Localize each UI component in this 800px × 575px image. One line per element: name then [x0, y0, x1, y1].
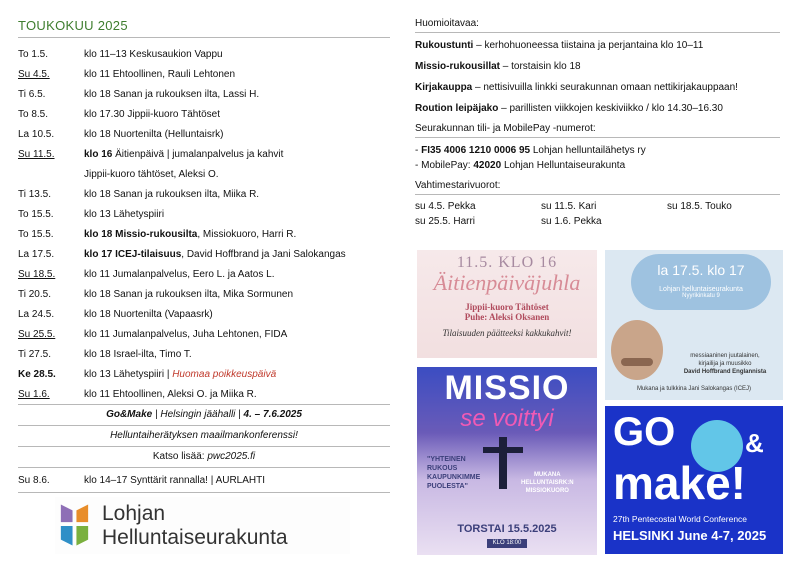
schedule-text: klo 18 Nuortenilta (Helluntaisrk) [84, 128, 224, 140]
schedule-text: klo 18 Sanan ja rukouksen ilta, Lassi H. [84, 88, 260, 100]
schedule-row [18, 384, 390, 404]
notes-list [415, 39, 780, 115]
note-line: Kirjakauppa – nettisivuilla linkki seurakunnan omaan nettikirjakauppaan! [415, 82, 738, 93]
schedule-date: Su 18.5. [18, 268, 56, 280]
note-line: Rukoustunti – kerhohuoneessa tiistaina ja perjantaina klo 10–11 [415, 40, 704, 51]
schedule-text: klo 17 ICEJ-tilaisuus, David Hoffbrand ja Jani Salokangas [84, 248, 346, 260]
note-line: Missio-rukousillat – torstaisin klo 18 [415, 61, 581, 72]
poster3-quote-1: "YHTEINEN [427, 456, 466, 463]
poster4-conference: 27th Pentecostal World Conference [613, 514, 748, 524]
poster3-quote-4: PUOLESTA" [427, 483, 468, 490]
schedule-row [18, 224, 390, 244]
account-title: Seurakunnan tili- ja MobilePay -numerot: [415, 123, 780, 138]
poster3-choir-3: MISSIOKUORO [525, 488, 569, 494]
schedule-date: La 24.5. [18, 308, 55, 320]
schedule-text: klo 13 Lähetyspiiri [84, 208, 165, 220]
schedule-text: klo 11 Jumalanpalvelus, Eero L. ja Aatos L. [84, 268, 275, 280]
schedule-date: La 17.5. [18, 248, 55, 260]
account-line-2: - MobilePay: 42020 Lohjan Helluntaiseurakunta [415, 160, 626, 171]
schedule-date: To 15.5. [18, 208, 54, 220]
duty-item: su 4.5. Pekka [415, 201, 476, 212]
schedule-date: Ti 6.5. [18, 88, 46, 100]
schedule-list [18, 44, 390, 404]
schedule-text: klo 13 Lähetyspiiri | Huomaa poikkeuspäivä [84, 368, 277, 380]
poster2-address: Nyyrikinkatu 9 [682, 293, 720, 299]
poster1-title: Äitienpäiväjuhla [433, 270, 581, 295]
schedule-text: klo 11 Ehtoollinen, Rauli Lehtonen [84, 68, 236, 80]
schedule-date: Ke 28.5. [18, 368, 56, 380]
gomake-line-1: Go&Make | Helsingin jäähalli | 4. – 7.6.2025 [18, 404, 390, 426]
logo-text: Lohjan Helluntaiseurakunta [101, 501, 288, 549]
poster4-make: make! [613, 457, 746, 509]
poster2-church: Lohjan helluntaiseurakunta [659, 286, 743, 293]
poster3-time: KLO 18:00 [487, 539, 527, 548]
poster1-speaker: Puhe: Aleksi Oksanen [464, 312, 550, 322]
poster3-choir-1: MUKANA [533, 472, 561, 478]
poster2-line-a: messiaaninen juutalainen, [690, 353, 760, 359]
schedule-text: klo 18 Israel-ilta, Timo T. [84, 348, 192, 360]
poster3-quote-2: RUKOUS [427, 465, 458, 472]
duty-title: Vahtimestarivuorot: [415, 180, 780, 195]
schedule-date: La 10.5. [18, 128, 55, 140]
schedule-row [18, 124, 390, 144]
poster3-title: MISSIO [444, 369, 570, 407]
account-line-1: - FI35 4006 1210 0006 95 Lohjan helluntailähetys ry [415, 145, 646, 156]
schedule-date: Su 4.5. [18, 68, 50, 80]
poster-mothers-day [417, 250, 597, 358]
schedule-row [18, 44, 390, 64]
poster4-place: HELSINKI June 4-7, 2025 [613, 528, 767, 543]
schedule-column [18, 18, 390, 493]
schedule-row [18, 264, 390, 284]
poster4-amp: & [745, 428, 764, 458]
poster3-choir-2: HELLUNTAISRK:N [521, 480, 574, 486]
poster2-speaker: David Hoffbrand Englannista [683, 369, 767, 375]
schedule-row [18, 204, 390, 224]
cross-icon [499, 437, 507, 489]
poster-icej [605, 250, 783, 400]
poster3-quote-3: KAUPUNKIMME [427, 474, 481, 481]
duty-item: su 1.6. Pekka [541, 216, 602, 227]
schedule-row [18, 284, 390, 304]
schedule-date: Su 11.5. [18, 148, 55, 160]
poster2-line-b: kirjailija ja muusikko [698, 361, 752, 367]
schedule-date: Ti 20.5. [18, 288, 51, 300]
schedule-row [18, 64, 390, 84]
info-column [415, 18, 780, 227]
schedule-row [18, 364, 390, 384]
schedule-text: Jippii-kuoro tähtöset, Aleksi O. [84, 168, 219, 180]
schedule-text: klo 18 Sanan ja rukouksen ilta, Mika Sormunen [84, 288, 294, 300]
schedule-row [18, 104, 390, 124]
poster-gomake [605, 406, 783, 554]
schedule-text: klo 18 Missio-rukousilta, Missiokuoro, Harri R. [84, 228, 297, 240]
schedule-text: klo 18 Nuortenilta (Vapaasrk) [84, 308, 213, 320]
schedule-text: klo 17.30 Jippii-kuoro Tähtöset [84, 108, 221, 120]
poster-missio [417, 367, 597, 555]
schedule-row [18, 144, 390, 164]
schedule-date: To 15.5. [18, 228, 54, 240]
poster1-note: Tilaisuuden päätteeksi kakkukahvit! [442, 328, 572, 338]
schedule-date: Su 25.5. [18, 328, 56, 340]
speaker-photo [611, 320, 663, 380]
duty-grid [415, 201, 780, 227]
gomake-line-2: Helluntaiherätyksen maailmankonferenssi! [18, 426, 390, 447]
note-line: Roution leipäjako – parillisten viikkojen keskiviikko / klo 14.30–16.30 [415, 103, 723, 114]
poster2-note: Mukana ja tulkkina Jani Salokangas (ICEJ) [636, 386, 752, 392]
schedule-text: klo 11–13 Keskusaukion Vappu [84, 48, 223, 60]
schedule-text: klo 16 Äitienpäivä | jumalanpalvelus ja kahvit [84, 148, 284, 160]
schedule-text: klo 18 Sanan ja rukouksen ilta, Miika R. [84, 188, 260, 200]
schedule-row [18, 304, 390, 324]
gomake-line-3: Katso lisää: pwc2025.fi [18, 447, 390, 468]
poster3-date: TORSTAI 15.5.2025 [457, 523, 557, 535]
schedule-row-last: Su 8.6. klo 14–17 Synttärit rannalla! | AURLAHTI [18, 468, 390, 493]
schedule-text: klo 11 Ehtoollinen, Aleksi O. ja Miika R. [84, 388, 257, 400]
poster3-subtitle: se voittyi [460, 405, 554, 432]
logo-cross-icon [55, 502, 94, 550]
schedule-row [18, 344, 390, 364]
church-logo [55, 497, 350, 554]
poster1-choir: Jippii-kuoro Tähtöset [465, 302, 549, 312]
schedule-date: Ti 13.5. [18, 188, 51, 200]
month-title: TOUKOKUU 2025 [18, 18, 390, 38]
schedule-text: klo 11 Jumalanpalvelus, Juha Lehtonen, FIDA [84, 328, 288, 340]
schedule-row [18, 184, 390, 204]
schedule-date: Su 1.6. [18, 388, 50, 400]
schedule-row [18, 324, 390, 344]
schedule-date: To 1.5. [18, 48, 49, 60]
schedule-date: To 8.5. [18, 108, 49, 120]
schedule-row [18, 244, 390, 264]
schedule-row [18, 84, 390, 104]
schedule-date: Ti 27.5. [18, 348, 51, 360]
notes-title: Huomioitavaa: [415, 18, 780, 33]
duty-item: su 25.5. Harri [415, 216, 476, 227]
duty-item: su 18.5. Touko [667, 201, 732, 212]
duty-item: su 11.5. Kari [541, 201, 597, 212]
poster1-date: 11.5. KLO 16 [456, 254, 558, 271]
poster2-date: la 17.5. klo 17 [657, 262, 745, 278]
poster4-go: GO [613, 410, 676, 454]
schedule-row [18, 164, 390, 184]
